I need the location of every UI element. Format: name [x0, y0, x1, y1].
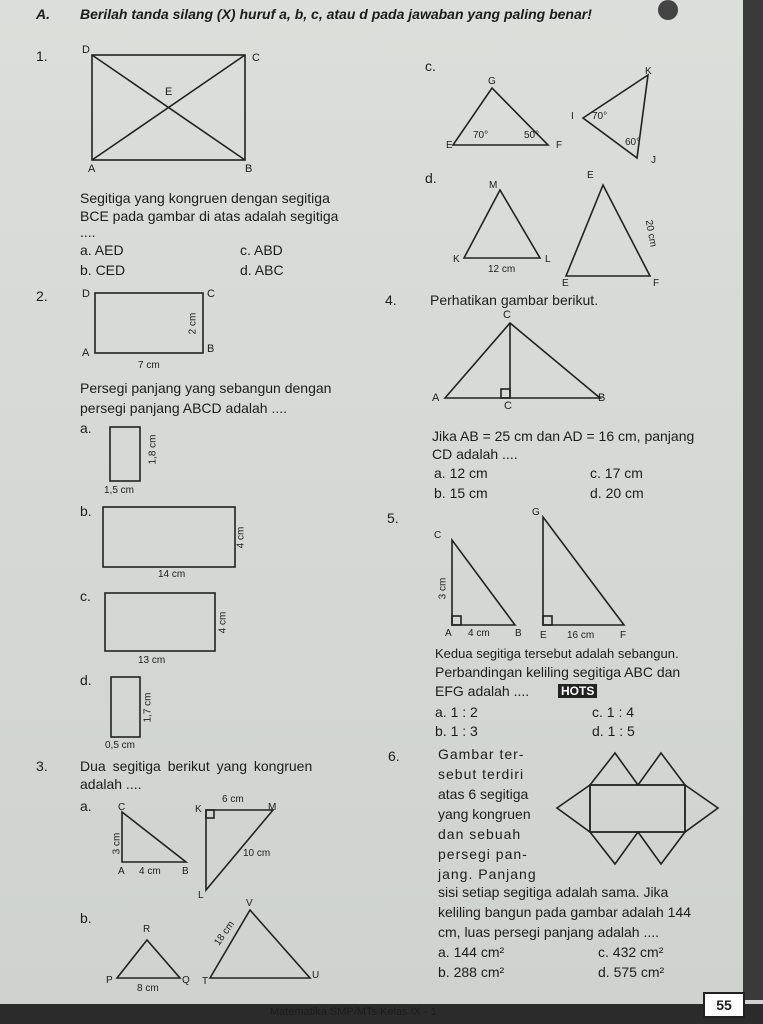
- q5-label-f: F: [620, 630, 627, 641]
- q2b-width: 14 cm: [158, 569, 186, 580]
- q2-option-a-letter[interactable]: a.: [80, 420, 92, 436]
- q3a-top: 6 cm: [222, 794, 244, 805]
- q3a-height: 3 cm: [111, 832, 123, 855]
- q3b-label-v: V: [246, 898, 253, 909]
- q3a-base: 4 cm: [139, 866, 161, 877]
- q6-text-line9: keliling bangun pada gambar adalah 144: [438, 904, 691, 920]
- q6-text-line8: sisi setiap segitiga adalah sama. Jika: [438, 884, 669, 900]
- q3b-label-p: P: [106, 975, 113, 986]
- q1-option-d-letter[interactable]: d.: [425, 170, 437, 186]
- q6-option-c[interactable]: c. 432 cm²: [598, 944, 664, 960]
- q2a-rectangle: [110, 427, 140, 481]
- q2d-width: 0,5 cm: [105, 740, 136, 751]
- q4-text-line1: Jika AB = 25 cm dan AD = 16 cm, panjang: [432, 428, 695, 444]
- q5-triangle-efg: [543, 517, 624, 625]
- q1-label-d: D: [82, 44, 90, 56]
- q2-option-c-letter[interactable]: c.: [80, 588, 91, 604]
- q5-text-line3: EFG adalah ....: [435, 683, 530, 699]
- section-label: A.: [36, 6, 50, 22]
- q3b-side: 18 cm: [212, 919, 237, 948]
- q1c-angle-70: 70°: [473, 130, 489, 141]
- corner-icon: [658, 0, 678, 20]
- q1c-label-e: E: [446, 140, 453, 151]
- q1d-label-e-bottom: E: [562, 278, 569, 289]
- q1-option-b[interactable]: b. CED: [80, 262, 126, 278]
- q6-left-triangle: [557, 785, 590, 832]
- q1-label-b: B: [245, 163, 253, 175]
- q6-option-d[interactable]: d. 575 cm²: [598, 964, 665, 980]
- q2c-rectangle: [105, 593, 215, 651]
- q1-option-c-text[interactable]: c. ABD: [240, 242, 283, 258]
- q2a-height: 1,8 cm: [147, 434, 159, 465]
- q3-text-line2: adalah ....: [80, 776, 142, 792]
- q6-text-line7: jang. Panjang: [438, 866, 537, 882]
- q4-triangle-abc: [445, 323, 600, 398]
- footer-title: Matematika SMP/MTs Kelas IX - 1: [270, 1006, 437, 1018]
- q5-base-efg: 16 cm: [567, 630, 595, 641]
- q1-label-a: A: [88, 163, 96, 175]
- q1d-length-12cm: 12 cm: [488, 264, 516, 275]
- q2b-height: 4 cm: [235, 526, 247, 549]
- q6-text-line10: cm, luas persegi panjang adalah ....: [438, 924, 660, 940]
- q2b-rectangle: [103, 507, 235, 567]
- q2-option-d-letter[interactable]: d.: [80, 672, 92, 688]
- q2-label-a: A: [82, 347, 90, 359]
- q6-bottom-triangle-2: [638, 832, 685, 864]
- q3-option-a-letter[interactable]: a.: [80, 798, 92, 814]
- q4-option-d[interactable]: d. 20 cm: [590, 485, 644, 501]
- q3a-label-l: L: [198, 890, 204, 901]
- q6-top-triangle-1: [590, 753, 638, 785]
- q5-text-line2: Perbandingan keliling segitiga ABC dan: [435, 664, 681, 680]
- q3a-label-m: M: [268, 802, 277, 813]
- q2d-rectangle: [111, 677, 140, 737]
- q2-width: 7 cm: [138, 360, 160, 371]
- q3b-base: 8 cm: [137, 983, 159, 994]
- q5-right-angle-1: [452, 616, 461, 625]
- q5-label-b: B: [515, 628, 522, 639]
- q6-right-triangle: [685, 785, 718, 832]
- q1c-angle-50: 50°: [524, 130, 540, 141]
- q3a-triangle-abc: [122, 812, 186, 862]
- q1d-label-e-top: E: [587, 170, 594, 181]
- q4-option-c[interactable]: c. 17 cm: [590, 465, 643, 481]
- q1-label-e: E: [165, 86, 173, 98]
- q6-top-triangle-2: [638, 753, 685, 785]
- q5-label-c: C: [434, 530, 442, 541]
- q2-option-b-letter[interactable]: b.: [80, 503, 92, 519]
- q1d-triangle-ef: [566, 185, 650, 276]
- q1c-label-k: K: [645, 66, 652, 77]
- q1d-label-m: M: [489, 180, 498, 191]
- q3a-right-angle: [206, 810, 214, 818]
- q5-right-angle-2: [543, 616, 552, 625]
- q1d-triangle-klm: [464, 190, 540, 258]
- q3b-label-t: T: [202, 976, 209, 987]
- section-instruction: Berilah tanda silang (X) huruf a, b, c, atau d pada jawaban yang paling benar!: [80, 6, 592, 22]
- q2c-height: 4 cm: [217, 611, 229, 634]
- q6-text-line6: persegi pan-: [438, 846, 528, 862]
- q6-text-line5: dan sebuah: [438, 826, 522, 842]
- q1d-label-f: F: [653, 278, 660, 289]
- q1c-label-g: G: [488, 76, 496, 87]
- q4-option-b[interactable]: b. 15 cm: [434, 485, 488, 501]
- q1-number: 1.: [36, 48, 48, 64]
- q2a-width: 1,5 cm: [104, 485, 135, 496]
- q5-option-b[interactable]: b. 1 : 3: [435, 723, 478, 739]
- q6-option-b[interactable]: b. 288 cm²: [438, 964, 505, 980]
- q1c-label-j: J: [651, 155, 656, 166]
- q3b-triangle-tuv: [210, 910, 310, 978]
- q1-option-a[interactable]: a. AED: [80, 242, 124, 258]
- q3a-label-c: C: [118, 802, 126, 813]
- q3b-triangle-pqr: [117, 940, 180, 978]
- binding-strip: [743, 0, 763, 1000]
- q6-text-line2: sebut terdiri: [438, 766, 525, 782]
- q3a-hyp: 10 cm: [243, 848, 271, 859]
- q3a-label-b: B: [182, 866, 189, 877]
- q5-label-a: A: [445, 628, 452, 639]
- q1d-length-20cm: 20 cm: [642, 219, 659, 248]
- q2-label-c: C: [207, 288, 215, 300]
- q5-option-c[interactable]: c. 1 : 4: [592, 704, 635, 720]
- q4-label-c-bottom: C: [504, 400, 512, 412]
- q5-triangle-abc: [452, 540, 515, 625]
- q1d-label-k: K: [453, 254, 460, 265]
- q4-label-a: A: [432, 392, 440, 404]
- q5-option-a[interactable]: a. 1 : 2: [435, 704, 478, 720]
- q5-base-abc: 4 cm: [468, 628, 490, 639]
- q5-label-g: G: [532, 507, 540, 518]
- q4-label-c-top: C: [503, 309, 511, 321]
- q6-bottom-triangle-1: [590, 832, 638, 864]
- q3b-label-r: R: [143, 924, 151, 935]
- q4-text-line2: CD adalah ....: [432, 446, 518, 462]
- q6-number: 6.: [388, 748, 400, 764]
- q2-text-line1: Persegi panjang yang sebangun dengan: [80, 380, 332, 396]
- q6-text-line1: Gambar ter-: [438, 746, 525, 762]
- q1-text-line2: BCE pada gambar di atas adalah segitiga: [80, 208, 339, 224]
- q5-text-line1: Kedua segitiga tersebut adalah sebangun.: [435, 646, 679, 661]
- q5-option-d[interactable]: d. 1 : 5: [592, 723, 635, 739]
- q4-number: 4.: [385, 292, 397, 308]
- q1-option-c-letter[interactable]: c.: [425, 58, 436, 74]
- q2-height: 2 cm: [187, 312, 199, 335]
- q1-text-line3: ....: [80, 224, 96, 240]
- q3a-label-a: A: [118, 866, 125, 877]
- q1-option-d-text[interactable]: d. ABC: [240, 262, 284, 278]
- q6-text-line3: atas 6 segitiga: [438, 786, 529, 802]
- q2d-height: 1,7 cm: [142, 692, 154, 723]
- q5-height: 3 cm: [437, 577, 449, 600]
- q2-number: 2.: [36, 288, 48, 304]
- q2-label-d: D: [82, 288, 90, 300]
- q2-text-line2: persegi panjang ABCD adalah ....: [80, 400, 288, 416]
- q4-right-angle: [501, 389, 510, 398]
- q1d-label-l: L: [545, 254, 551, 265]
- q1c-angle-70b: 70°: [592, 111, 608, 122]
- q3a-label-k: K: [195, 804, 202, 815]
- q6-rectangle: [590, 785, 685, 832]
- q1-text-line1: Segitiga yang kongruen dengan segitiga: [80, 190, 330, 206]
- q4-option-a[interactable]: a. 12 cm: [434, 465, 488, 481]
- q3-option-b-letter[interactable]: b.: [80, 910, 92, 926]
- q3-text-line1: Dua segitiga berikut yang kongruen: [80, 758, 313, 774]
- q1c-label-f: F: [556, 140, 563, 151]
- q6-option-a[interactable]: a. 144 cm²: [438, 944, 505, 960]
- page-number: 55: [703, 992, 745, 1018]
- hots-badge: HOTS: [558, 684, 597, 698]
- q6-text-line4: yang kongruen: [438, 806, 531, 822]
- q1c-label-i: I: [571, 111, 574, 122]
- q4-prompt: Perhatikan gambar berikut.: [430, 292, 599, 308]
- q3b-label-q: Q: [182, 975, 190, 986]
- q5-label-e: E: [540, 630, 547, 641]
- q3b-label-u: U: [312, 970, 320, 981]
- q1-label-c: C: [252, 52, 260, 64]
- q3-number: 3.: [36, 758, 48, 774]
- q4-label-b: B: [598, 392, 606, 404]
- q2c-width: 13 cm: [138, 655, 166, 666]
- q1c-angle-60: 60°: [625, 137, 641, 148]
- q2-label-b: B: [207, 343, 215, 355]
- q5-number: 5.: [387, 510, 399, 526]
